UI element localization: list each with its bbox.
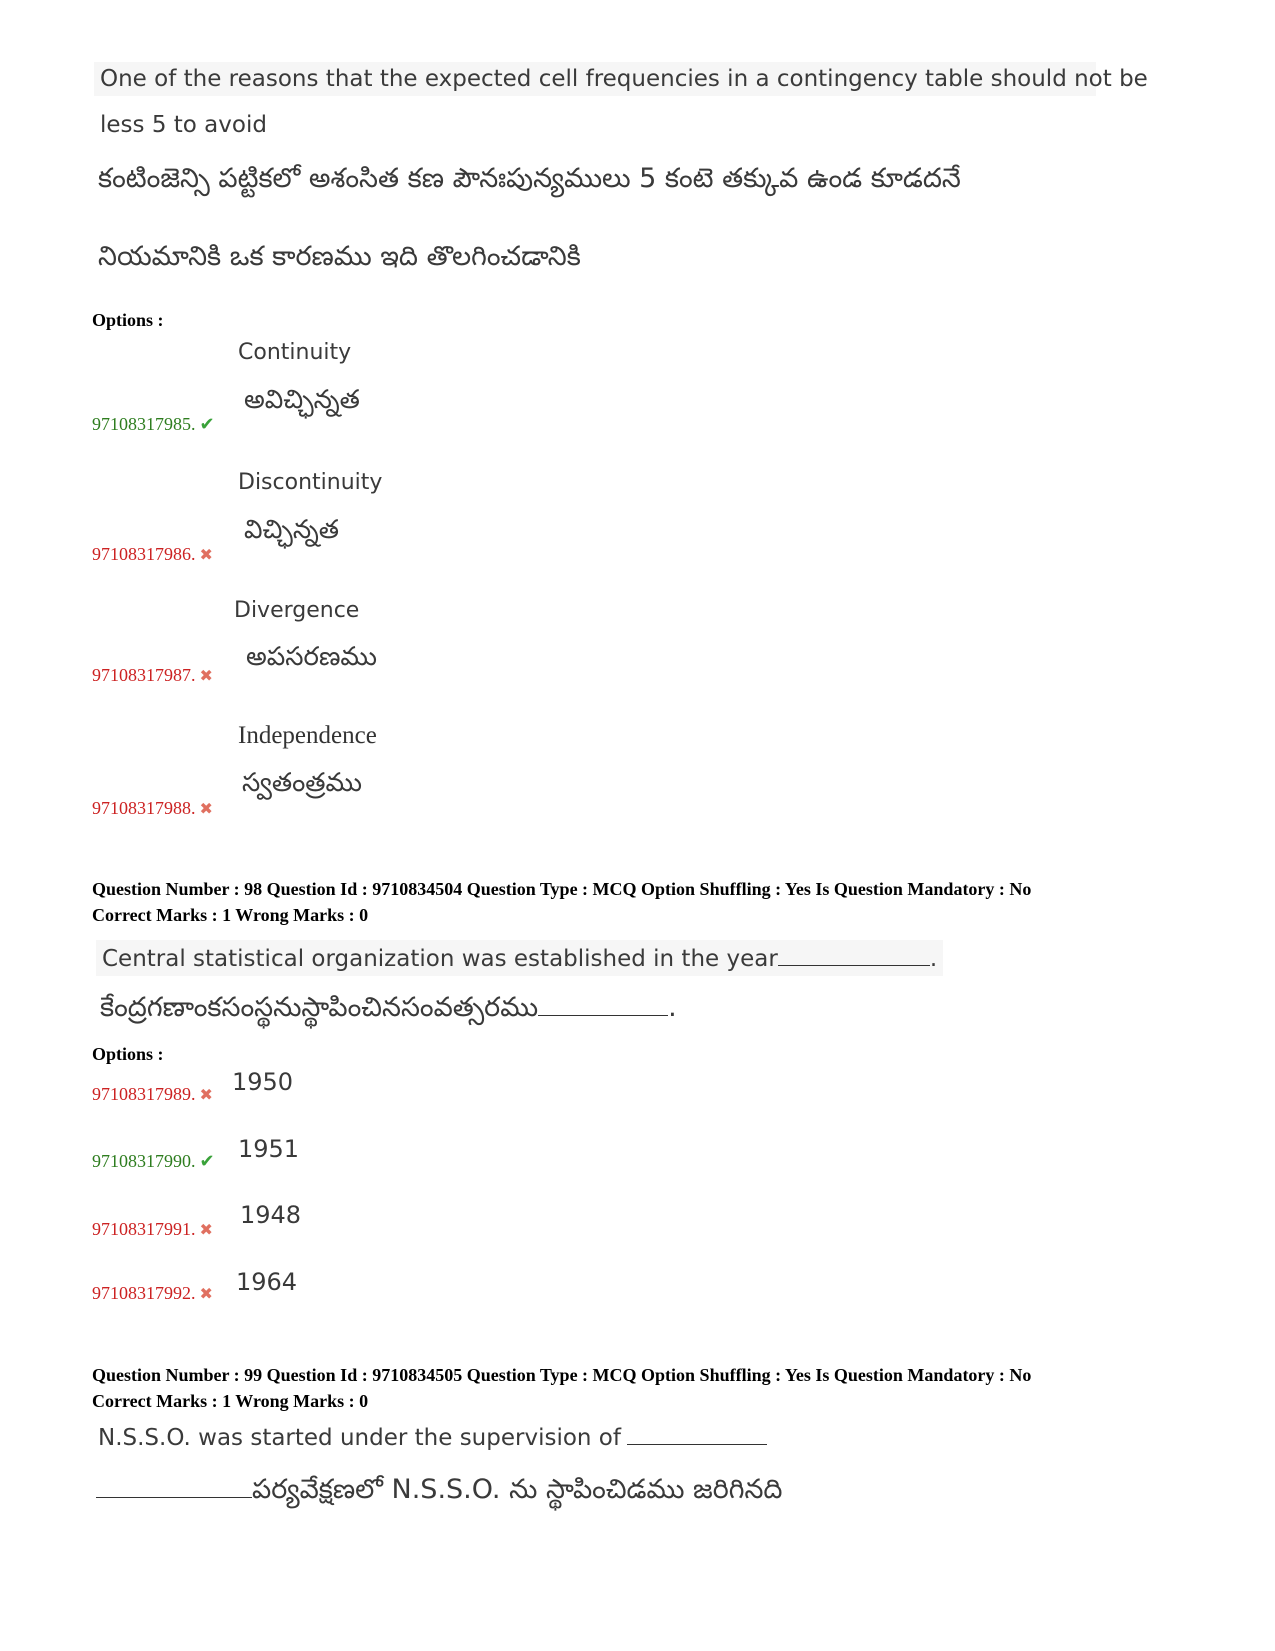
option-id: 97108317985. <box>92 414 196 434</box>
option-id: 97108317991. <box>92 1219 196 1239</box>
q97-options-label: Options : <box>92 310 164 330</box>
q97-option-1-text-en: Continuity <box>238 340 352 365</box>
cross-icon: ✖ <box>199 1085 213 1104</box>
q97-option-1-text-te: అవిచ్ఛిన్నత <box>244 385 360 415</box>
q98-option-3-value: 1948 <box>240 1201 302 1229</box>
q97-option-4-text-en: Independence <box>238 722 377 749</box>
answer-blank <box>96 1470 252 1498</box>
cross-icon: ✖ <box>199 1284 213 1303</box>
option-id: 97108317992. <box>92 1283 196 1303</box>
q97-option-4[interactable] <box>92 798 213 819</box>
q98-option-3[interactable] <box>92 1219 213 1240</box>
q98-text-te-value: కేంద్రగణాంకసంస్థనుస్థాపించినసంవత్సరము <box>100 992 539 1023</box>
q98-text-en-value: Central statistical organization was established in the year <box>102 946 778 972</box>
q99-text-te <box>96 1470 783 1507</box>
q98-text-en: Central statistical organization was established in the year . <box>96 940 943 976</box>
q97-option-2[interactable] <box>92 544 213 565</box>
option-id: 97108317989. <box>92 1084 196 1104</box>
q98-header-line1: Question Number : 98 Question Id : 9710834504 Question Type : MCQ Option Shuffling : Yes Is Question Mandatory : No <box>92 879 1032 899</box>
q97-option-4-text-te: స్వతంత్రము <box>242 768 363 798</box>
option-id: 97108317990. <box>92 1151 196 1171</box>
q98-option-1[interactable] <box>92 1084 213 1105</box>
q98-option-1-value: 1950 <box>232 1068 294 1096</box>
q99-header-line2: Correct Marks : 1 Wrong Marks : 0 <box>92 1391 369 1411</box>
answer-blank <box>778 942 930 966</box>
q99-header-line1: Question Number : 99 Question Id : 9710834505 Question Type : MCQ Option Shuffling : Yes Is Question Mandatory : No <box>92 1365 1032 1385</box>
q98-header-line2: Correct Marks : 1 Wrong Marks : 0 <box>92 905 369 925</box>
cross-icon: ✖ <box>199 666 213 685</box>
check-icon: ✔ <box>199 414 215 435</box>
q98-option-2[interactable] <box>92 1151 215 1172</box>
answer-blank <box>627 1421 767 1445</box>
answer-blank <box>538 988 668 1016</box>
check-icon: ✔ <box>199 1151 215 1172</box>
q99-text-en <box>98 1421 767 1453</box>
option-id: 97108317988. <box>92 798 196 818</box>
q97-option-3[interactable] <box>92 665 213 686</box>
q99-text-en-value: N.S.S.O. was started under the supervision of <box>98 1425 621 1451</box>
q98-option-2-value: 1951 <box>238 1135 300 1163</box>
q97-option-2-text-te: విచ్ఛిన్నత <box>244 515 340 545</box>
cross-icon: ✖ <box>199 799 213 818</box>
q98-text-te: కేంద్రగణాంకసంస్థనుస్థాపించినసంవత్సరము . <box>100 988 677 1025</box>
q97-text-te-line1: కంటింజెన్సి పట్టికలో అశంసిత కణ పౌనఃపున్యములు 5 కంటె తక్కువ ఉండ కూడదనే <box>98 163 961 194</box>
q97-option-3-text-te: అపసరణము <box>246 642 377 672</box>
q97-option-3-text-en: Divergence <box>234 598 360 623</box>
option-id: 97108317986. <box>92 544 196 564</box>
q97-text-en-line1: One of the reasons that the expected cell frequencies in a contingency table should not be <box>94 62 1096 96</box>
q97-text-en-line2: less 5 to avoid <box>100 112 267 138</box>
q98-option-4[interactable] <box>92 1283 213 1304</box>
q99-text-te-value: పర్యవేక్షణలో N.S.S.O. ను స్థాపించిడము జరిగినది <box>252 1474 783 1505</box>
q98-option-4-value: 1964 <box>236 1268 298 1296</box>
option-id: 97108317987. <box>92 665 196 685</box>
cross-icon: ✖ <box>199 1220 213 1239</box>
cross-icon: ✖ <box>199 545 213 564</box>
q97-option-2-text-en: Discontinuity <box>238 470 383 495</box>
q97-text-te-line2: నియమానికి ఒక కారణము ఇది తొలగించడానికి <box>98 241 581 272</box>
q97-option-1[interactable] <box>92 414 215 435</box>
q98-options-label: Options : <box>92 1044 164 1064</box>
